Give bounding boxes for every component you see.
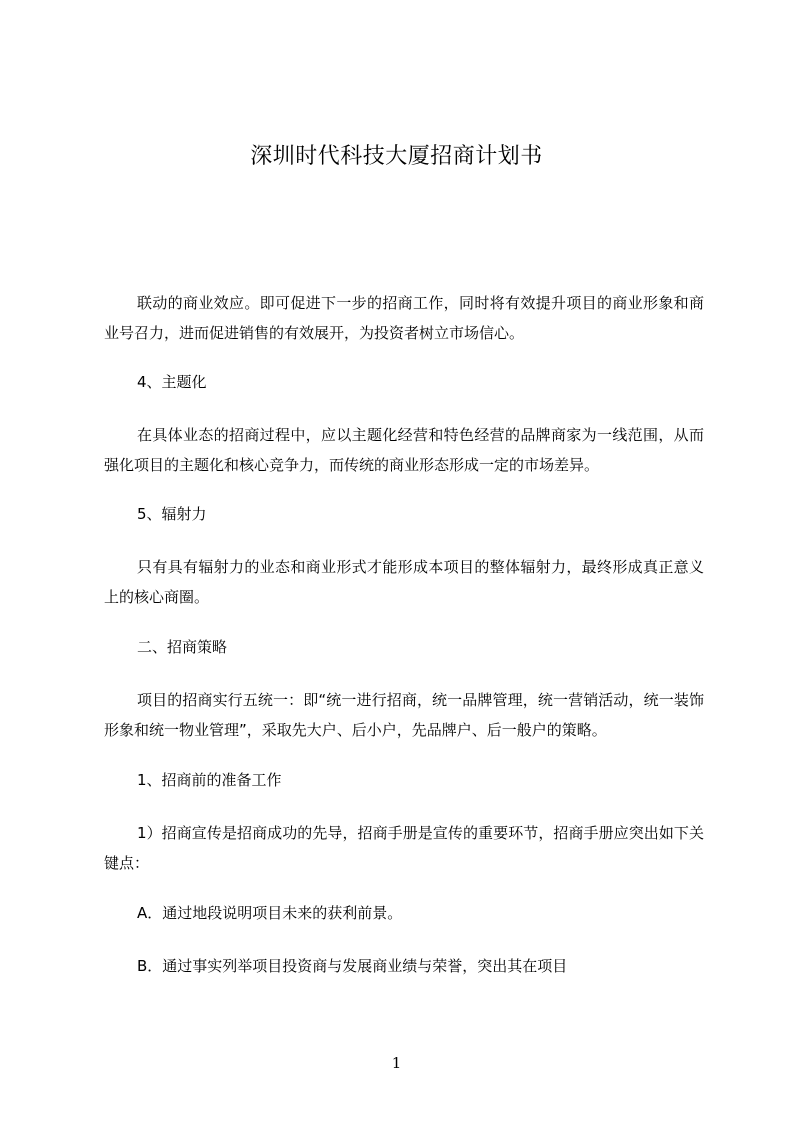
paragraph-strategy	[104, 685, 704, 745]
list-item-b	[104, 951, 704, 981]
list-item-a	[104, 898, 704, 928]
heading-text: 5、辐射力	[137, 505, 207, 523]
paragraph-text: 1）招商宣传是招商成功的先导，招商手册是宣传的重要环节，招商手册应突出如下关键点：	[104, 824, 704, 872]
paragraph-text: 只有具有辐射力的业态和商业形式才能形成本项目的整体辐射力，最终形成真正意义上的核心商圈。	[104, 558, 704, 606]
paragraph-brochure	[104, 818, 704, 878]
list-item-text: A．通过地段说明项目未来的获利前景。	[137, 904, 403, 922]
page-number: 1	[391, 1054, 402, 1072]
heading-text: 4、主题化	[137, 373, 207, 391]
list-item-text: B．通过事实列举项目投资商与发展商业绩与荣誉，突出其在项目	[137, 957, 568, 975]
document-title: 深圳时代科技大厦招商计划书	[250, 144, 543, 169]
heading-text: 1、招商前的准备工作	[137, 771, 282, 789]
paragraph-text: 联动的商业效应。即可促进下一步的招商工作，同时将有效提升项目的商业形象和商业号召力，进而促进销售的有效展开，为投资者树立市场信心。	[104, 294, 704, 342]
paragraph-thematic	[104, 420, 704, 480]
heading-text: 二、招商策略	[137, 638, 228, 656]
paragraph-commercial-effect	[104, 288, 704, 348]
heading-radiation	[104, 499, 704, 529]
heading-preparation	[104, 765, 704, 795]
paragraph-text: 在具体业态的招商过程中，应以主题化经营和特色经营的品牌商家为一线范围，从而强化项目的主题化和核心竞争力，而传统的商业形态形成一定的市场差异。	[104, 426, 704, 474]
heading-thematic	[104, 367, 704, 397]
paragraph-text: 项目的招商实行五统一：即“统一进行招商，统一品牌管理，统一营销活动，统一装饰形象和统一物业管理”，采取先大户、后小户，先品牌户、后一般户的策略。	[104, 691, 704, 739]
paragraph-radiation	[104, 552, 704, 612]
heading-strategy	[104, 632, 704, 662]
